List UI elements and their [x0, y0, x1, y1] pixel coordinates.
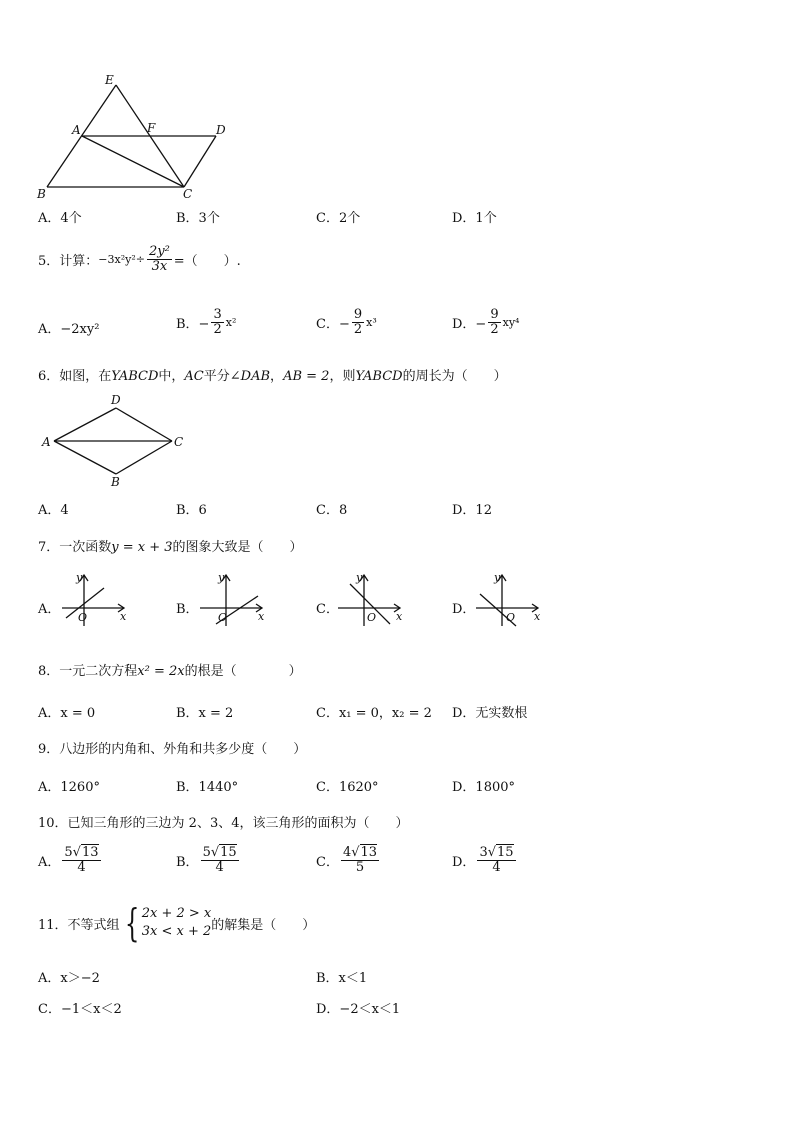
q5-frac-num: 2y²: [148, 244, 170, 259]
q7-text: 7．一次函数: [38, 540, 112, 555]
q6-stem: [38, 365, 507, 384]
option-letter: B．: [176, 854, 199, 870]
q9-option-b[interactable]: B．1440°: [176, 780, 239, 795]
q8-option-a[interactable]: A．x = 0: [38, 706, 96, 721]
q7-graph-a[interactable]: [58, 570, 138, 628]
segment-DC: [116, 408, 172, 441]
q5-option-c-lead: C．−: [316, 316, 350, 332]
q8-option-d[interactable]: D．无实数根: [452, 706, 528, 721]
frac-den: 4: [215, 859, 224, 875]
q11-stem: [38, 901, 316, 945]
q10-option-b[interactable]: [176, 846, 241, 874]
radicand: 13: [360, 845, 378, 860]
brace-icon: {: [124, 901, 139, 945]
q6-segment: AC: [184, 369, 204, 384]
q5-option-c[interactable]: [316, 308, 377, 336]
q6-text: 中，: [158, 369, 185, 384]
x-axis-label: x: [258, 610, 265, 623]
origin-label: O: [367, 611, 377, 624]
radicand: 15: [497, 845, 514, 860]
q11-inequality-1: 2x + 2 > x: [141, 906, 212, 922]
q4-option-b[interactable]: B．3个: [176, 211, 220, 226]
q9-option-a[interactable]: A．1260°: [38, 780, 100, 795]
segment-BA: [54, 441, 116, 474]
coef: 5: [202, 845, 211, 860]
q6-option-d[interactable]: D．12: [452, 503, 492, 518]
q10-option-c[interactable]: [316, 846, 381, 874]
q10-option-d-frac: [477, 846, 515, 874]
q5-option-d-lead: D．−: [452, 316, 487, 332]
point-label: A: [42, 435, 51, 449]
q11-inequality-system: [120, 901, 212, 945]
q6-parallelogram: YABCD: [355, 369, 403, 384]
q6-text: ，则: [329, 369, 356, 384]
frac-num: 3√15: [479, 845, 514, 860]
q10-stem: 10．已知三角形的三边为 2、3、4，该三角形的面积为（ ）: [38, 816, 409, 831]
q6-equation: AB = 2: [283, 369, 330, 384]
q10-option-d[interactable]: [452, 846, 518, 874]
point-label: B: [37, 187, 46, 201]
q7-graph-c[interactable]: [334, 570, 414, 628]
frac-den: 4: [492, 859, 501, 875]
q5-option-b-frac: [211, 308, 223, 336]
q6-text: ，: [270, 369, 284, 384]
y-axis-label: y: [76, 571, 83, 584]
q6-angle: ∠DAB: [229, 369, 271, 384]
q8-stem: [38, 660, 302, 679]
frac-num: 3: [213, 307, 222, 322]
frac-den: 5: [355, 859, 365, 875]
coef: 4: [342, 845, 352, 860]
q5-option-b[interactable]: [176, 308, 236, 336]
q11-option-d[interactable]: D．−2＜x＜1: [316, 1002, 401, 1017]
segment-AC: [82, 136, 184, 187]
q5-fraction: [147, 245, 172, 273]
point-label: E: [105, 73, 114, 87]
option-letter: C．: [316, 854, 339, 870]
frac-num: 5√15: [202, 845, 237, 860]
q8-text: 的根是（ ）: [184, 664, 302, 679]
q7-option-d-letter[interactable]: D．: [452, 602, 476, 617]
frac-num: 9: [353, 307, 363, 322]
radicand: 15: [220, 845, 237, 860]
point-label: C: [183, 187, 193, 201]
q5-option-d-frac: [488, 308, 500, 336]
frac-num: 5√13: [64, 845, 99, 860]
option-letter: D．: [452, 854, 476, 870]
point-label: A: [72, 123, 81, 137]
point-label: D: [111, 393, 121, 407]
q6-option-c[interactable]: C．8: [316, 503, 348, 518]
q11-option-c[interactable]: C．−1＜x＜2: [38, 1002, 122, 1017]
q9-stem: 9．八边形的内角和、外角和共多少度（ ）: [38, 742, 307, 757]
q11-text: 的解集是（ ）: [211, 917, 316, 933]
q10-option-a[interactable]: [38, 846, 103, 874]
q4-figure: [30, 70, 240, 205]
q4-option-c[interactable]: C．2个: [316, 211, 361, 226]
q7-option-b-letter[interactable]: B．: [176, 602, 199, 617]
q7-option-c-letter[interactable]: C．: [316, 602, 339, 617]
q11-option-a[interactable]: A．x＞−2: [38, 971, 100, 986]
origin-label: O: [506, 611, 516, 624]
segment-CB: [116, 441, 172, 474]
q11-text: 11．不等式组: [38, 917, 120, 933]
q6-figure: [38, 392, 198, 492]
q5-option-d-tail: xy⁴: [502, 315, 520, 329]
segment-AD: [54, 408, 116, 441]
q7-graph-b[interactable]: [196, 570, 276, 628]
option-letter: A．: [38, 854, 61, 870]
radicand: 13: [81, 845, 99, 860]
q8-text: 8．一元二次方程: [38, 664, 138, 679]
q11-option-b[interactable]: B．x＜1: [316, 971, 368, 986]
q8-option-c[interactable]: C．x₁ = 0，x₂ = 2: [316, 706, 432, 721]
q5-option-c-tail: x³: [366, 315, 377, 329]
coef: 3: [479, 845, 488, 860]
q7-text: 的图象大致是（ ）: [172, 540, 303, 555]
q10-option-c-frac: [341, 846, 379, 874]
q5-stem: [38, 245, 241, 273]
q7-stem: [38, 536, 303, 555]
q9-option-c[interactable]: C．1620°: [316, 780, 379, 795]
frac-den: 2: [213, 321, 222, 337]
frac-num: 4√13: [342, 845, 378, 860]
q6-option-b[interactable]: B．6: [176, 503, 207, 518]
point-label: F: [147, 121, 156, 135]
point-label: D: [216, 123, 226, 137]
q4-option-a[interactable]: A．4个: [38, 211, 82, 226]
x-axis-label: x: [534, 610, 541, 623]
q5-expr: −3x²y²÷: [98, 252, 145, 266]
q6-option-a[interactable]: A．4: [38, 503, 69, 518]
q5-option-d[interactable]: [452, 308, 519, 336]
point-label: C: [174, 435, 184, 449]
q10-option-b-frac: [201, 846, 239, 874]
q7-function: y = x + 3: [111, 540, 173, 555]
q5-prefix: 5．计算：: [38, 253, 99, 269]
point-label: B: [111, 475, 120, 489]
q7-option-a-letter[interactable]: A．: [38, 602, 61, 617]
segment-DC: [184, 136, 216, 187]
frac-den: 2: [353, 321, 363, 337]
frac-num: 9: [490, 307, 499, 322]
q8-option-b[interactable]: B．x = 2: [176, 706, 234, 721]
frac-den: 4: [77, 859, 86, 875]
q4-option-d[interactable]: D．1个: [452, 211, 497, 226]
q7-graph-d[interactable]: [472, 570, 552, 628]
q5-suffix: =（ ）.: [173, 253, 241, 269]
coef: 5: [64, 845, 73, 860]
q6-text: 6．如图，在: [38, 369, 112, 384]
q8-equation: x² = 2x: [137, 664, 185, 679]
q10-option-a-frac: [62, 846, 100, 874]
q6-text: 平分: [203, 369, 230, 384]
q6-text: 的周长为（ ）: [402, 369, 507, 384]
q5-option-b-lead: B．−: [176, 316, 210, 332]
frac-den: 2: [490, 321, 499, 337]
origin-label: O: [218, 611, 228, 624]
origin-label: O: [78, 611, 88, 624]
q5-frac-den: 3x: [151, 258, 168, 274]
q5-option-b-tail: x²: [225, 315, 237, 329]
x-axis-label: x: [120, 610, 127, 623]
q5-option-a[interactable]: A．−2xy²: [38, 322, 100, 337]
q5-option-c-frac: [352, 308, 364, 336]
y-axis-label: y: [356, 571, 363, 584]
y-axis-label: y: [494, 571, 501, 584]
q9-option-d[interactable]: D．1800°: [452, 780, 516, 795]
y-axis-label: y: [218, 571, 225, 584]
q11-inequality-2: 3x < x + 2: [141, 924, 212, 939]
q6-parallelogram: YABCD: [111, 369, 159, 384]
x-axis-label: x: [396, 610, 403, 623]
